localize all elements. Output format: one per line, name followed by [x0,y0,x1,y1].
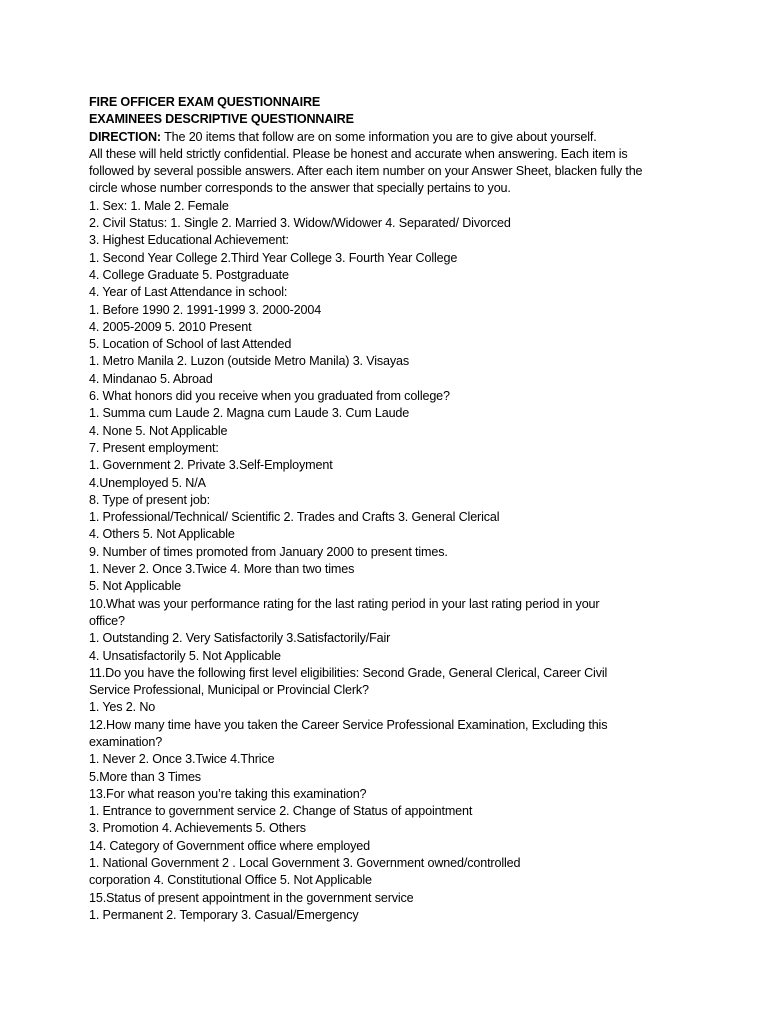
text-line: 1. Second Year College 2.Third Year College 3. Fourth Year College [89,250,458,265]
direction-line [89,129,748,146]
text-line: 1. Government 2. Private 3.Self-Employment [89,458,333,473]
text-line: 3. Highest Educational Achievement: [89,233,289,248]
text-line: followed by several possible answers. After each item number on your Answer Sheet, blacken fully the [89,164,643,179]
text-line: 4. Year of Last Attendance in school: [89,285,288,300]
text-line: 13.For what reason you’re taking this examination? [89,786,367,801]
text-line: 4. Mindanao 5. Abroad [89,371,213,386]
text-line: 8. Type of present job: [89,492,210,507]
text-line: 4. 2005-2009 5. 2010 Present [89,319,252,334]
text-line: Service Professional, Municipal or Provincial Clerk? [89,683,369,698]
text-line: 5.More than 3 Times [89,769,201,784]
text-line: 1. Yes 2. No [89,700,156,715]
text-line: 4.Unemployed 5. N/A [89,475,206,490]
text-line: 1. Outstanding 2. Very Satisfactorily 3.Satisfactorily/Fair [89,631,391,646]
direction-text: The 20 items that follow are on some information you are to give about yourself. [160,129,597,144]
text-line: 7. Present employment: [89,440,219,455]
text-line: All these will held strictly confidential. Please be honest and accurate when answering. Each item is [89,146,628,161]
text-line: 2. Civil Status: 1. Single 2. Married 3. Widow/Widower 4. Separated/ Divorced [89,216,511,231]
text-line: 4. Unsatisfactorily 5. Not Applicable [89,648,281,663]
text-line: 6. What honors did you receive when you graduated from college? [89,389,450,404]
text-line: 4. Others 5. Not Applicable [89,527,235,542]
text-line: 1. Sex: 1. Male 2. Female [89,198,229,213]
text-line: 14. Category of Government office where employed [89,838,370,853]
document-title: FIRE OFFICER EXAM QUESTIONNAIRE [89,95,321,109]
text-line: 5. Location of School of last Attended [89,337,292,352]
text-line: 1. Never 2. Once 3.Twice 4. More than two times [89,562,355,577]
text-line: circle whose number corresponds to the answer that specially pertains to you. [89,181,511,196]
text-line: 1. Summa cum Laude 2. Magna cum Laude 3. Cum Laude [89,406,410,421]
text-line: 12.How many time have you taken the Career Service Professional Examination, Excluding this [89,717,608,732]
text-line: 1. Never 2. Once 3.Twice 4.Thrice [89,752,275,767]
text-line: 1. Metro Manila 2. Luzon (outside Metro Manila) 3. Visayas [89,354,410,369]
document-subtitle: EXAMINEES DESCRIPTIVE QUESTIONNAIRE [89,112,354,127]
text-line: 4. None 5. Not Applicable [89,423,228,438]
text-line: 4. College Graduate 5. Postgraduate [89,267,289,282]
text-line: office? [89,613,125,628]
text-line: 1. Permanent 2. Temporary 3. Casual/Emergency [89,907,359,922]
text-line: 15.Status of present appointment in the government service [89,890,414,905]
text-line: examination? [89,734,163,749]
direction-label: DIRECTION: [89,129,161,144]
text-line: corporation 4. Constitutional Office 5. Not Applicable [89,873,372,888]
text-line: 11.Do you have the following first level eligibilities: Second Grade, General Clerical, Career Civil [89,665,608,680]
text-line: 1. National Government 2 . Local Government 3. Government owned/controlled [89,856,521,871]
text-line: 1. Entrance to government service 2. Change of Status of appointment [89,804,473,819]
text-line: 5. Not Applicable [89,579,181,594]
text-line: 3. Promotion 4. Achievements 5. Others [89,821,306,836]
text-line: 1. Professional/Technical/ Scientific 2. Trades and Crafts 3. General Clerical [89,510,500,525]
text-line: 1. Before 1990 2. 1991-1999 3. 2000-2004 [89,302,322,317]
text-line: 9. Number of times promoted from January 2000 to present times. [89,544,448,559]
text-line: 10.What was your performance rating for the last rating period in your last rating period in your [89,596,600,611]
